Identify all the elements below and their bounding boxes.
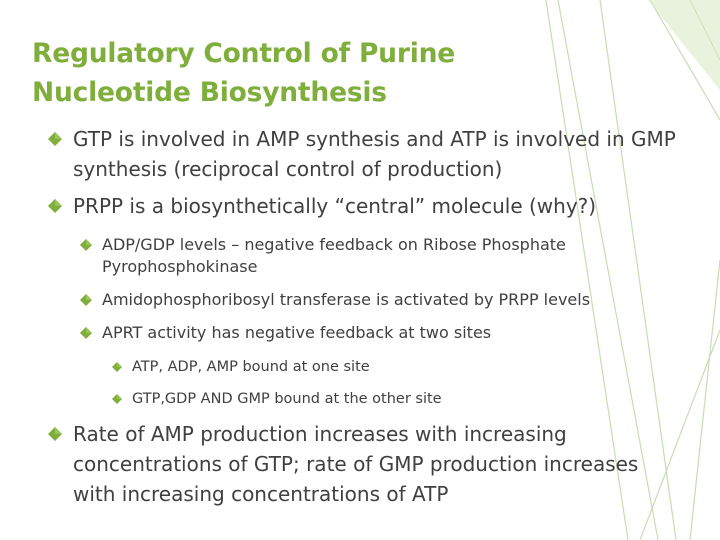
bullet-text: PRPP is a biosynthetically “central” molecule (why?) — [73, 194, 597, 218]
diamond-bullet-icon — [48, 124, 70, 146]
bullet-text: Amidophosphoribosyl transferase is activated by PRPP levels — [102, 290, 591, 309]
diamond-bullet-icon — [112, 389, 132, 404]
decoration-line — [690, 260, 720, 540]
bullet-text: APRT activity has negative feedback at two sites — [102, 323, 492, 342]
diamond-bullet-icon — [80, 289, 102, 306]
bullet-text: Rate of AMP production increases with increasing concentrations of GTP; rate of GMP production increases with increasing concentrations of ATP — [73, 422, 639, 506]
bullet-text: ATP, ADP, AMP bound at one site — [132, 359, 370, 375]
slide-title: Regulatory Control of Purine Nucleotide Biosynthesis — [32, 38, 456, 108]
bullet-text: GTP is involved in AMP synthesis and ATP is involved in GMP synthesis (reciprocal control of production) — [73, 127, 676, 181]
diamond-bullet-icon — [48, 191, 70, 213]
bullet-level-2 — [80, 234, 670, 278]
bullet-level-2 — [80, 322, 670, 344]
decoration-corner — [648, 0, 720, 90]
diamond-bullet-icon — [48, 419, 70, 441]
diamond-bullet-icon — [80, 234, 102, 251]
bullet-text: GTP,GDP AND GMP bound at the other site — [132, 391, 442, 407]
bullet-level-1 — [48, 124, 678, 184]
bullet-level-3 — [112, 389, 652, 409]
bullet-level-1 — [48, 419, 678, 509]
diamond-bullet-icon — [80, 322, 102, 339]
bullet-level-3 — [112, 357, 652, 377]
diamond-bullet-icon — [112, 357, 132, 372]
bullet-level-1 — [48, 191, 678, 221]
bullet-text: ADP/GDP levels – negative feedback on Ribose Phosphate Pyrophosphokinase — [102, 235, 566, 276]
bullet-level-2 — [80, 289, 680, 311]
